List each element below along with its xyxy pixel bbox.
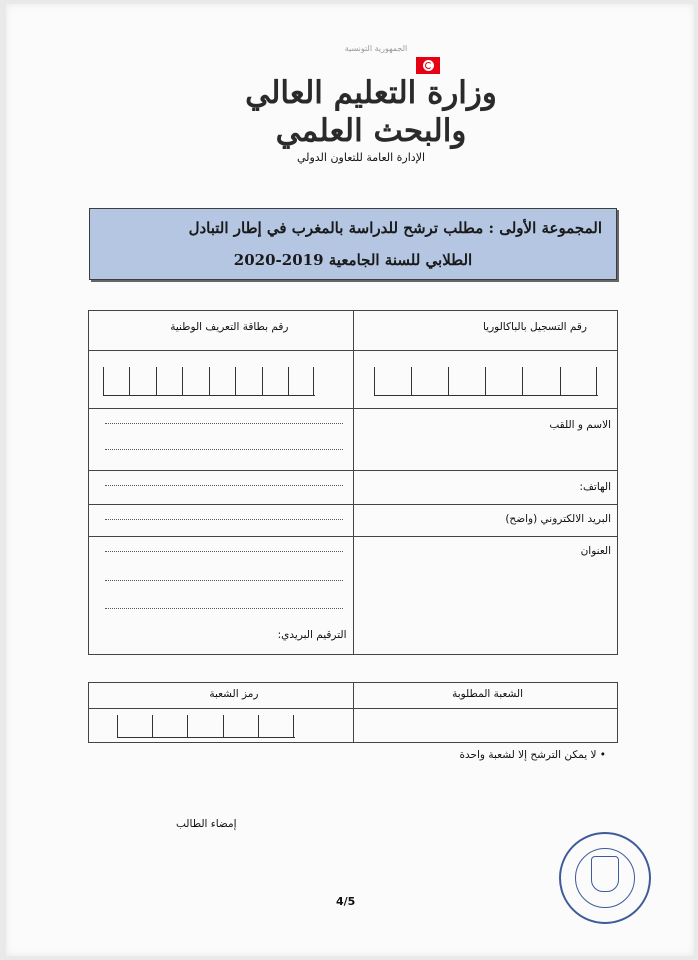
department-name: الإدارة العامة للتعاون الدولي [296,151,426,164]
name-line-2[interactable] [105,449,343,450]
email-label-cell [353,505,618,537]
bac-number-header-cell [353,311,618,351]
bac-number-digit-boxes[interactable] [374,367,598,396]
name-label: الاسم و اللقب [549,419,611,431]
email-label: البريد الالكتروني (واضح) [505,513,611,525]
official-seal-stamp [559,832,651,924]
id-card-digits-cell[interactable] [89,351,354,409]
bullet-icon: • [596,749,606,761]
phone-input-cell[interactable] [89,471,354,505]
phone-line[interactable] [105,485,343,486]
id-card-header-cell [89,311,354,351]
student-signature-label: إمضاء الطالب [176,818,237,830]
ministry-logo [226,74,516,150]
address-line-2[interactable] [105,580,343,581]
id-card-label: رقم بطاقة التعريف الوطنية [170,321,289,333]
bac-number-label: رقم التسجيل بالباكالوريا [482,321,587,333]
email-input-cell[interactable] [89,505,354,537]
email-line[interactable] [105,519,343,520]
branch-table [88,682,618,743]
form-title-line2: الطلابي للسنة الجامعية 2019-2020 [233,251,473,269]
branch-name-header-cell [353,683,618,709]
address-line-3[interactable] [105,608,343,609]
address-line-1[interactable] [105,551,343,552]
branch-name-input-cell[interactable] [353,709,618,743]
name-line-1[interactable] [105,423,343,424]
form-title-box [89,208,617,280]
document-page [6,4,694,956]
address-input-cell[interactable] [89,537,354,655]
branch-code-input-cell[interactable] [89,709,354,743]
name-label-cell [353,409,618,471]
address-label: العنوان [580,545,611,557]
phone-label-cell [353,471,618,505]
coat-of-arms-icon [591,856,619,892]
form-title-line1: المجموعة الأولى : مطلب ترشح للدراسة بالمغرب في إطار التبادل [188,219,602,237]
address-label-cell [353,537,618,655]
bac-number-digits-cell[interactable] [353,351,618,409]
id-card-digit-boxes[interactable] [103,367,315,396]
single-branch-note: • لا يمكن الترشح إلا لشعبة واحدة [459,749,606,761]
branch-name-label: الشعبة المطلوبة [452,688,523,700]
branch-code-label: رمز الشعبة [209,688,259,700]
page-number: 4/5 [336,895,356,908]
name-input-cell[interactable] [89,409,354,471]
phone-label: الهاتف: [579,481,611,493]
applicant-info-table [88,310,618,655]
ministry-line1: وزارة التعليم العالي [245,75,497,111]
republic-label: الجمهورية التونسية [344,44,408,53]
branch-code-digit-boxes[interactable] [117,715,295,738]
branch-code-header-cell [89,683,354,709]
postal-code-label: الترقيم البريدي: [277,629,347,641]
ministry-line2: والبحث العلمي [275,113,467,149]
tunisia-flag-icon [416,57,440,74]
